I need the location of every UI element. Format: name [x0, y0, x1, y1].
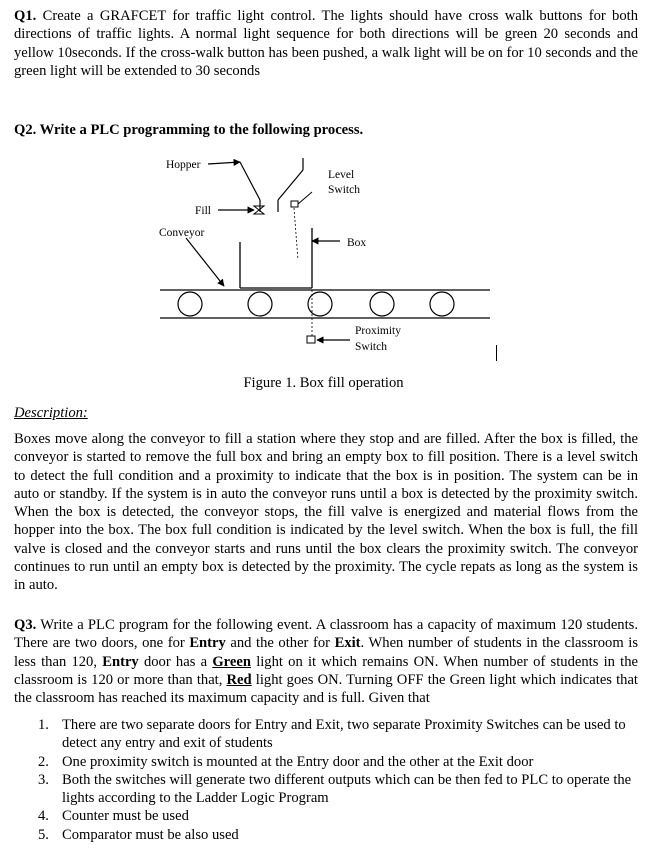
conveyor-belt — [160, 290, 490, 318]
requirements-list — [14, 716, 638, 844]
red-keyword: Red — [226, 671, 252, 688]
list-number: 1. — [38, 717, 49, 733]
question-1-text: Create a GRAFCET for traffic light control. The lights should have cross walk buttons for both directions of traffic lights. A normal light sequence for both directions will be green 20 seconds and yellow 10seconds. If the cross-walk button has been pushed, a walk light will be on for 10 seconds and the green light will be extended to 30 seconds — [14, 8, 638, 79]
level-switch-label: Switch — [328, 184, 360, 196]
list-number: 2. — [38, 753, 49, 770]
proximity-switch-icon — [307, 336, 315, 343]
box-shape — [240, 228, 312, 288]
entry-keyword: Entry — [102, 653, 139, 670]
question-2-heading: Q2. Write a PLC programming to the following process. — [14, 122, 364, 138]
list-number: 4. — [38, 808, 49, 825]
description-heading: Description: — [14, 405, 88, 421]
conveyor-arrow — [186, 238, 224, 286]
question-1 — [14, 7, 638, 80]
proximity-switch-label: Switch — [355, 341, 387, 353]
list-number: 5. — [38, 826, 49, 843]
list-item — [14, 807, 638, 825]
list-item — [14, 753, 638, 771]
fill-label: Fill — [195, 205, 211, 217]
question-1-number: Q1. — [14, 8, 37, 24]
entry-keyword: Entry — [189, 635, 226, 652]
question-3-number: Q3. — [14, 617, 37, 633]
hopper-arrow — [208, 162, 240, 164]
list-text: Counter must be used — [62, 808, 189, 825]
list-item — [14, 771, 638, 808]
list-item — [14, 716, 638, 753]
level-beam — [294, 208, 298, 260]
level-switch-icon — [291, 201, 298, 207]
figure-caption: Figure 1. Box fill operation — [243, 375, 404, 391]
conveyor-label: Conveyor — [159, 227, 205, 239]
box-fill-figure — [150, 150, 510, 365]
q3-text-part: Write a PLC program for the following event. A classroom has a capacity of maximum 120 students. There are two doors, one for — [14, 617, 638, 652]
list-text: One proximity switch is mounted at the Entry door and the other at the Exit door — [62, 753, 534, 770]
q3-text-part: . When number of students in the classroom is less than 120, — [14, 635, 638, 670]
question-3 — [14, 616, 638, 707]
exit-keyword: Exit — [334, 635, 361, 652]
green-keyword: Green — [212, 653, 251, 670]
hopper-shape — [240, 158, 303, 212]
description-text: Boxes move along the conveyor to fill a station where they stop and are filled. After the box is filled, the conveyor is started to remove the full box and bring an empty box to fill position. There is a level switch to detect the full condition and a proximity to indicate that the box is in position. The system can be in auto or standby. If the system is in auto the conveyor runs until a box is detected by the proximity switch. When the box is detected, the conveyor stops, the fill valve is energized and material flows from the hopper into the box. The box full condition is indicated by the level switch. When the box is full, the fill valve is closed and the conveyor starts and runs until the box clears the proximity switch. The conveyor continues to run until an empty box is detected by the proximity. The cycle repats as long as the system is in auto. — [14, 431, 638, 594]
q3-text-part: door has a — [143, 653, 208, 670]
hopper-label: Hopper — [166, 159, 201, 171]
list-text: There are two separate doors for Entry and Exit, two separate Proximity Switches can be used to detect any entry and exit of students — [62, 717, 626, 752]
text-cursor — [496, 345, 497, 361]
list-text: Comparator must be also used — [62, 826, 239, 843]
list-number: 3. — [38, 771, 49, 788]
q3-text-part: light goes ON. Turning OFF the Green light which indicates that the classroom has reached its maximum capacity and is full. Given that — [14, 671, 638, 707]
level-switch-lead — [298, 192, 312, 204]
box-label: Box — [347, 237, 367, 249]
level-label: Level — [328, 169, 355, 181]
q3-text-part: and the other for — [230, 635, 331, 652]
fill-valve-icon — [254, 206, 264, 214]
proximity-label: Proximity — [355, 325, 402, 337]
list-text: Both the switches will generate two different outputs which can be then fed to PLC to operate the lights according to the Ladder Logic Program — [62, 771, 632, 807]
list-item — [14, 826, 638, 844]
q3-text-part: light on it which remains ON. When number of students in the classroom is 120 or more than that, — [14, 653, 638, 688]
